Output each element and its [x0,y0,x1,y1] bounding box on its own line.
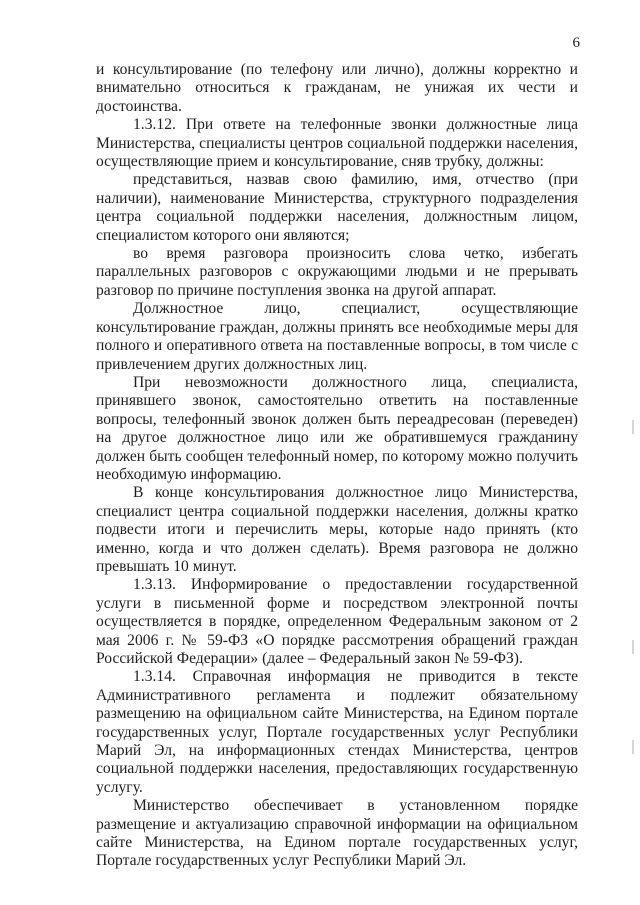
paragraph-1-3-13: 1.3.13. Информирование о предоставлении государственной услуги в письменной форме и посредством электронной почты осуществляется в порядке, определенном Федеральным законом от 2 мая 2006 г. № 59-ФЗ «О порядке рассмотрения обращений граждан Российской Федерации» (далее – Федеральный закон № 59-ФЗ). [96,576,578,667]
paragraph-call-redirect: При невозможности должностного лица, специалиста, принявшего звонок, самостоятельно ответить на поставленные вопросы, телефонный звонок должен быть переадресован (переведен) на другое должностное лицо или же обратившемуся гражданину должен быть сообщен телефонный номер, по которому можно получить необходимую информацию. [96,373,578,483]
paragraph-continuation: и консультирование (по телефону или лично), должны корректно и внимательно относиться к гражданам, не унижая их чести и достоинства. [96,61,578,115]
paragraph-ministry-publishing: Министерство обеспечивает в установленном порядке размещение и актуализацию справочной информации на официальном сайте Министерства, на Едином портале государственных услуг, Портале государственных услуг Республики Марий Эл. [96,797,578,870]
paragraph-1-3-14: 1.3.14. Справочная информация не приводится в тексте Административного регламента и подлежит обязательному размещению на официальном сайте Министерства, на Едином портале государственных услуг, Портале государственных услуг Республики Марий Эл, на информационных стендах Министерства, центров социальной поддержки населения, предоставляющих государственную услугу. [96,668,578,796]
paragraph-speak-clearly: во время разговора произносить слова четко, избегать параллельных разговоров с окружающими людьми и не прерывать разговор по причине поступления звонка на другой аппарат. [96,245,578,299]
scan-edge-mark [632,640,634,654]
page-body [96,61,578,871]
scan-edge-mark [632,420,634,434]
paragraph-consultation-end: В конце консультирования должностное лицо Министерства, специалист центра социальной поддержки населения, должны кратко подвести итоги и перечислить меры, которые надо принять (кто именно, когда и что должен сделать). Время разговора не должно превышать 10 минут. [96,484,578,575]
scan-edge-mark [632,740,634,754]
paragraph-official-measures: Должностное лицо, специалист, осуществляющие консультирование граждан, должны принять все необходимые меры для полного и оперативного ответа на поставленные вопросы, в том числе с привлечением других должностных лиц. [96,300,578,373]
paragraph-introduce: представиться, назвав свою фамилию, имя, отчество (при наличии), наименование Министерства, структурного подразделения центра социальной поддержки населения, должностным лицом, специалистом которого они являются; [96,171,578,244]
paragraph-1-3-12: 1.3.12. При ответе на телефонные звонки должностные лица Министерства, специалисты центров социальной поддержки населения, осуществляющие прием и консультирование, сняв трубку, должны: [96,116,578,171]
page-number: 6 [572,35,580,51]
